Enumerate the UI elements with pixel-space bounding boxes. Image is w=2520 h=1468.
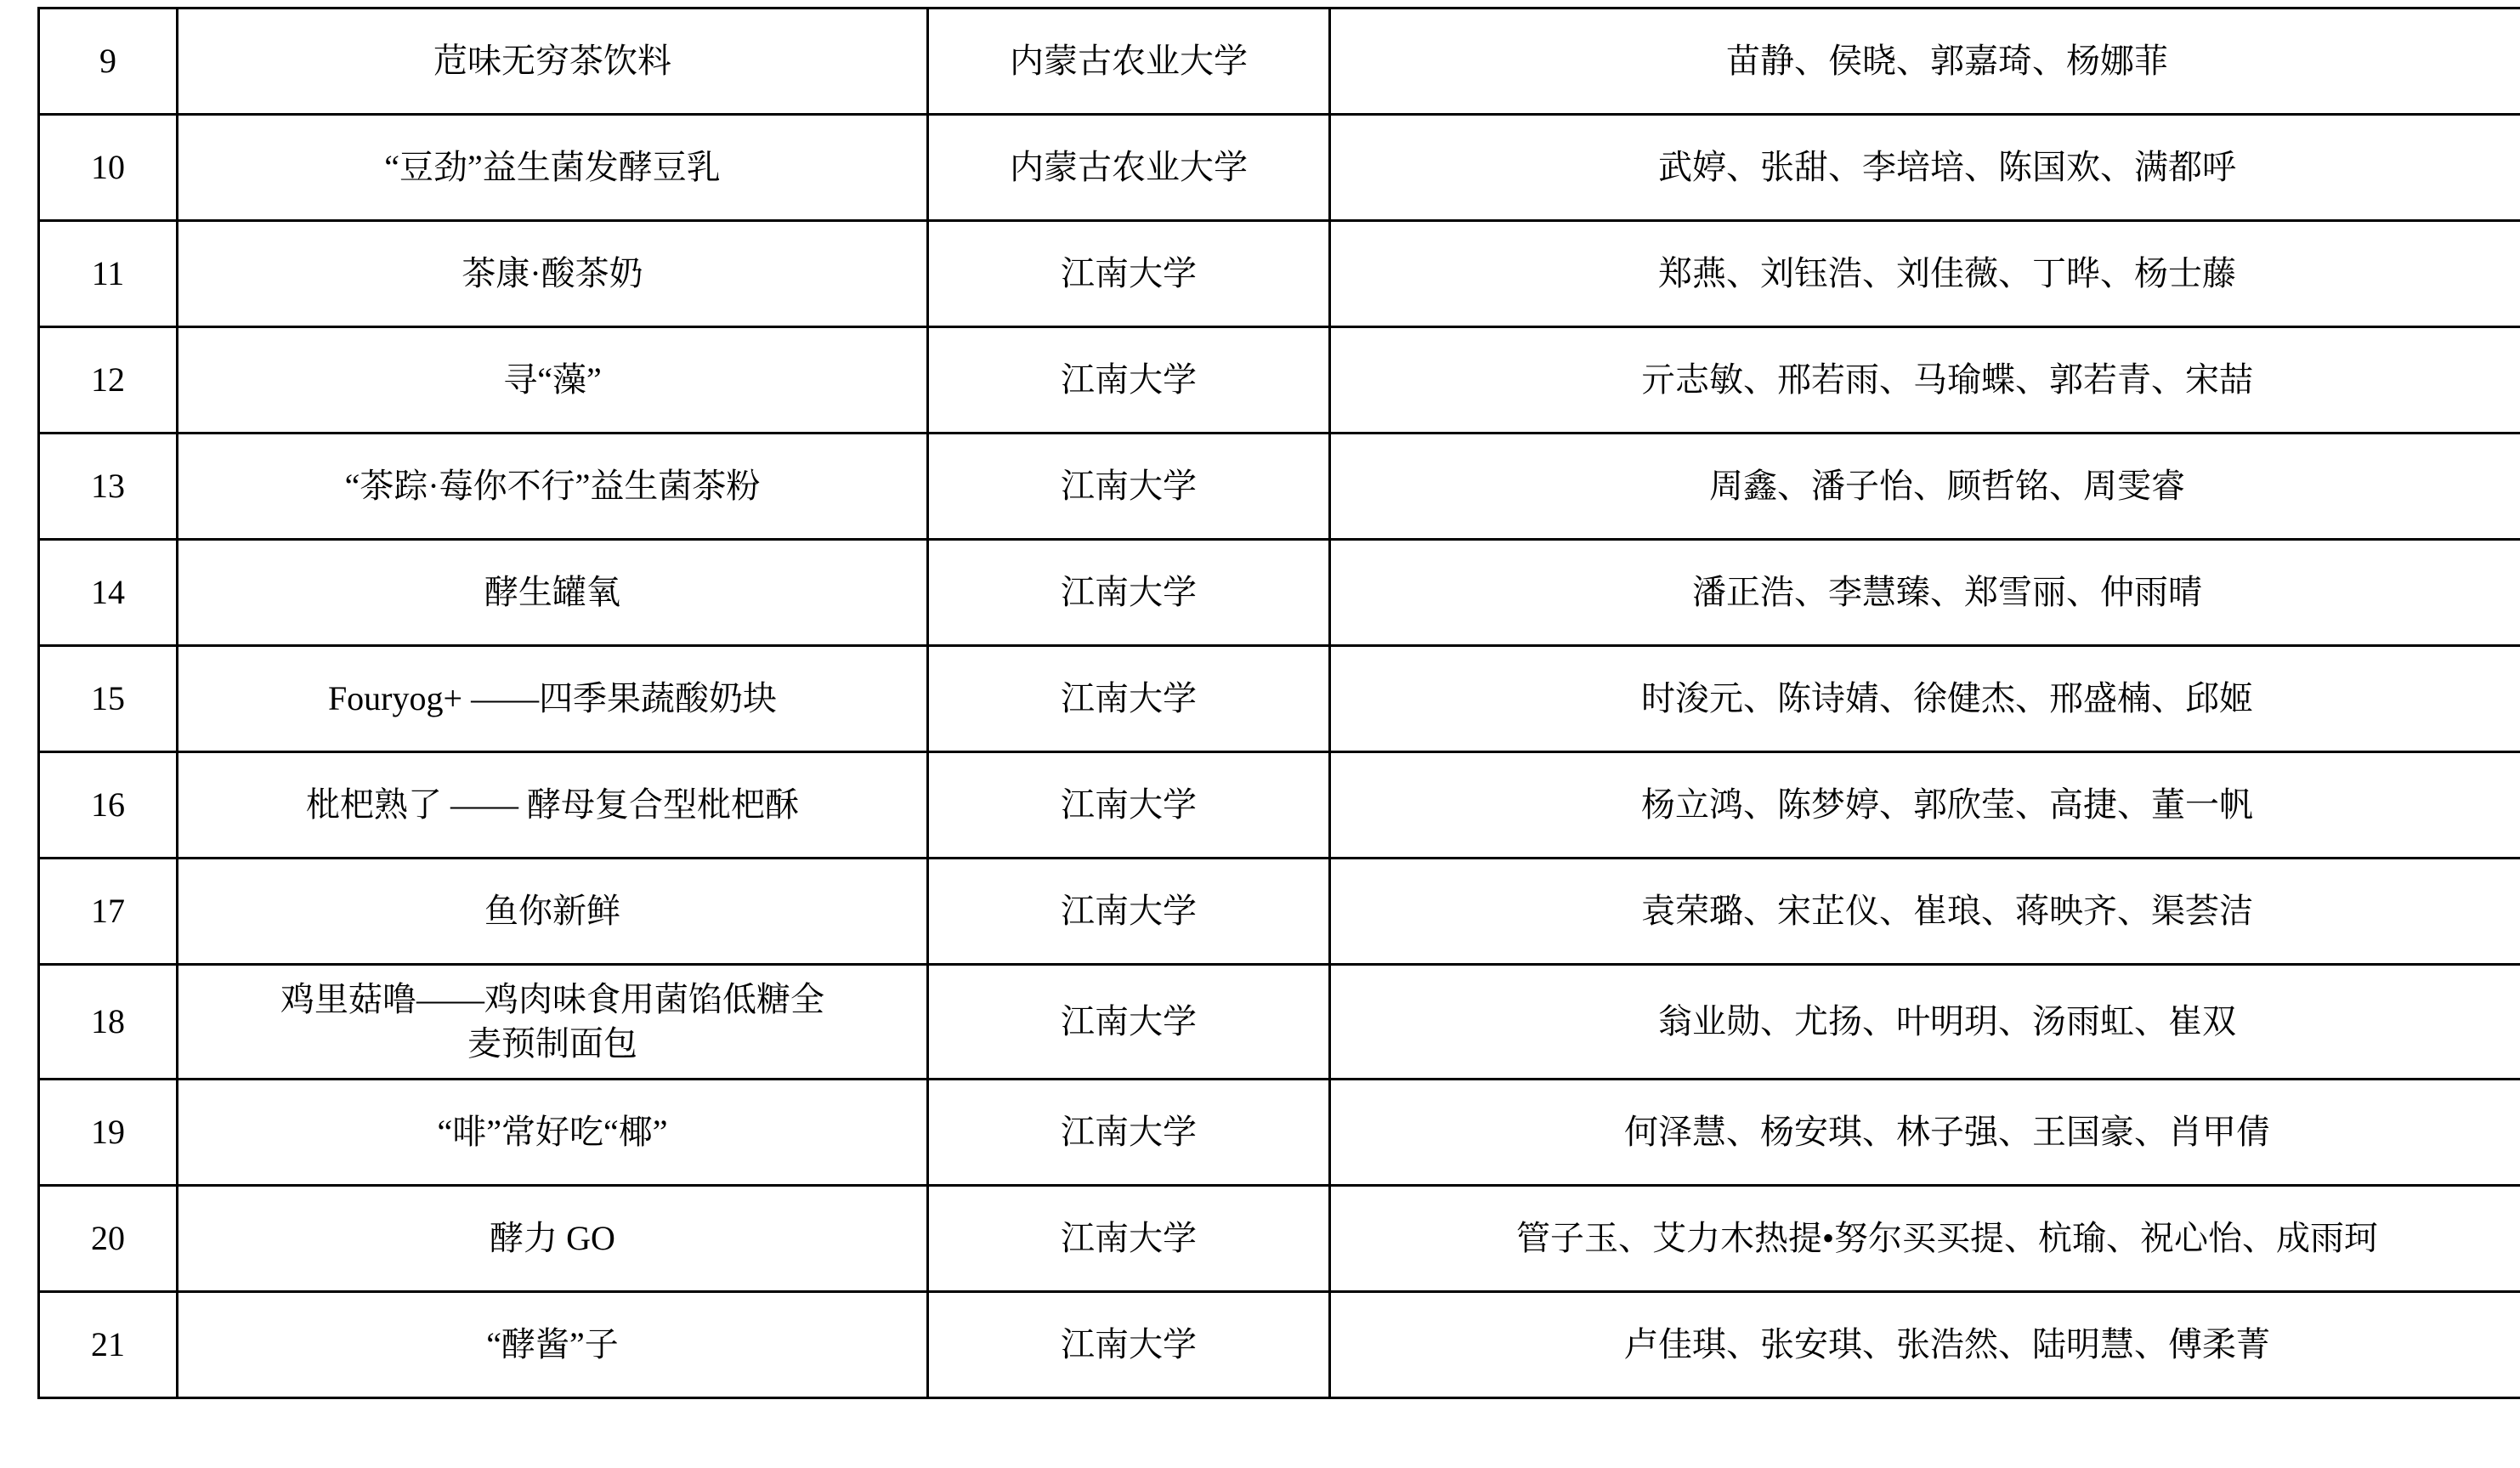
member-list: 袁荣璐、宋芷仪、崔琅、蒋映齐、渠荟洁	[1330, 859, 2520, 965]
school-name: 江南大学	[928, 859, 1330, 965]
work-name: 酵力 GO	[178, 1186, 928, 1292]
row-number: 21	[39, 1292, 178, 1398]
table-row	[39, 646, 2520, 752]
row-number: 12	[39, 327, 178, 434]
school-name: 内蒙古农业大学	[928, 115, 1330, 221]
member-list: 亓志敏、邢若雨、马瑜蝶、郭若青、宋喆	[1330, 327, 2520, 434]
school-name: 江南大学	[928, 646, 1330, 752]
school-name: 江南大学	[928, 1080, 1330, 1186]
work-name-line2: 麦预制面包	[467, 1024, 637, 1063]
table-row	[39, 859, 2520, 965]
work-name: 酵生罐氧	[178, 540, 928, 646]
table-row	[39, 434, 2520, 540]
member-list: 何泽慧、杨安琪、林子强、王国豪、肖甲倩	[1330, 1080, 2520, 1186]
row-number: 13	[39, 434, 178, 540]
work-name: “啡”常好吃“椰”	[178, 1080, 928, 1186]
work-name: Fouryog+ ——四季果蔬酸奶块	[178, 646, 928, 752]
table-row	[39, 327, 2520, 434]
school-name: 内蒙古农业大学	[928, 9, 1330, 115]
work-name: 枇杷熟了 —— 酵母复合型枇杷酥	[178, 752, 928, 859]
member-list: 潘正浩、李慧臻、郑雪丽、仲雨晴	[1330, 540, 2520, 646]
member-list: 苗静、侯晓、郭嘉琦、杨娜菲	[1330, 9, 2520, 115]
work-name: “茶踪·莓你不行”益生菌茶粉	[178, 434, 928, 540]
member-list: 郑燕、刘钰浩、刘佳薇、丁晔、杨士藤	[1330, 221, 2520, 327]
school-name: 江南大学	[928, 540, 1330, 646]
school-name: 江南大学	[928, 221, 1330, 327]
entry-table	[37, 7, 2520, 1399]
row-number: 10	[39, 115, 178, 221]
table-row	[39, 221, 2520, 327]
row-number: 20	[39, 1186, 178, 1292]
work-name: 鱼你新鲜	[178, 859, 928, 965]
table-row	[39, 752, 2520, 859]
school-name: 江南大学	[928, 434, 1330, 540]
school-name: 江南大学	[928, 1186, 1330, 1292]
row-number: 15	[39, 646, 178, 752]
table-row	[39, 1080, 2520, 1186]
school-name: 江南大学	[928, 752, 1330, 859]
member-list: 管子玉、艾力木热提•努尔买买提、杭瑜、祝心怡、成雨珂	[1330, 1186, 2520, 1292]
work-name-line1: 鸡里菇噜——鸡肉味食用菌馅低糖全	[280, 980, 824, 1018]
work-name	[178, 965, 928, 1080]
school-name: 江南大学	[928, 965, 1330, 1080]
member-list: 卢佳琪、张安琪、张浩然、陆明慧、傅柔菁	[1330, 1292, 2520, 1398]
work-name: “豆劲”益生菌发酵豆乳	[178, 115, 928, 221]
member-list: 翁业勋、尤扬、叶明玥、汤雨虹、崔双	[1330, 965, 2520, 1080]
school-name: 江南大学	[928, 1292, 1330, 1398]
member-list: 周鑫、潘子怡、顾哲铭、周雯睿	[1330, 434, 2520, 540]
member-list: 时浚元、陈诗婧、徐健杰、邢盛楠、邱姬	[1330, 646, 2520, 752]
member-list: 杨立鸿、陈梦婷、郭欣莹、高捷、董一帆	[1330, 752, 2520, 859]
row-number: 9	[39, 9, 178, 115]
row-number: 18	[39, 965, 178, 1080]
work-name: 寻“藻”	[178, 327, 928, 434]
table-row	[39, 1186, 2520, 1292]
row-number: 16	[39, 752, 178, 859]
row-number: 14	[39, 540, 178, 646]
row-number: 17	[39, 859, 178, 965]
work-name: 苊味无穷茶饮料	[178, 9, 928, 115]
work-name: “酵酱”子	[178, 1292, 928, 1398]
table-row	[39, 115, 2520, 221]
table-row	[39, 1292, 2520, 1398]
row-number: 11	[39, 221, 178, 327]
table-row	[39, 965, 2520, 1080]
school-name: 江南大学	[928, 327, 1330, 434]
row-number: 19	[39, 1080, 178, 1186]
member-list: 武婷、张甜、李培培、陈国欢、满都呼	[1330, 115, 2520, 221]
work-name: 茶康·酸茶奶	[178, 221, 928, 327]
table-row	[39, 9, 2520, 115]
table-row	[39, 540, 2520, 646]
table-body	[39, 9, 2520, 1398]
